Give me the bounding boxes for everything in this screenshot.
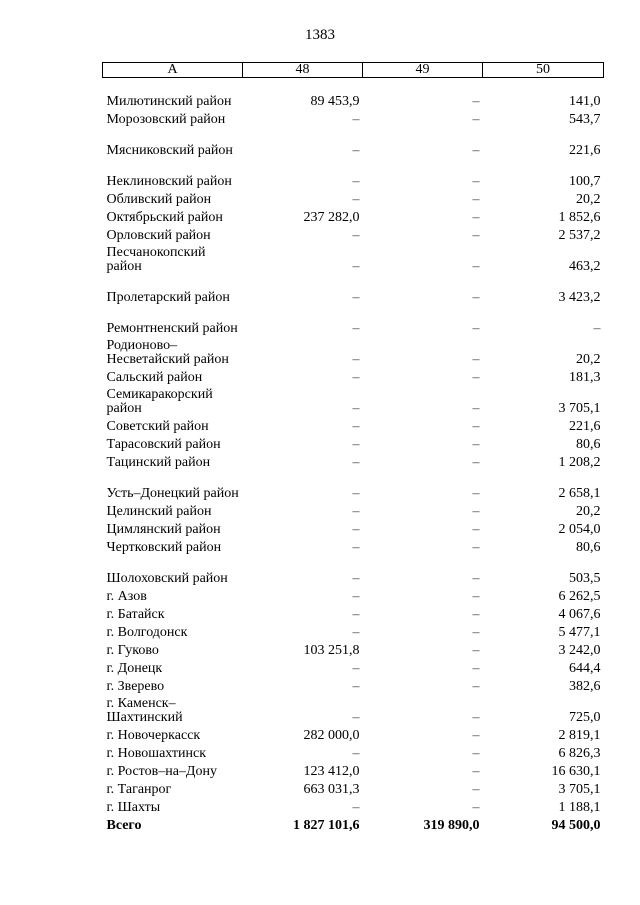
cell-48: 123 412,0 (303, 764, 360, 779)
cell-50: 6 826,3 (558, 746, 601, 761)
cell-48: – (352, 607, 360, 622)
cell-49: – (472, 800, 480, 815)
cell-50: 20,2 (576, 352, 601, 367)
cell-50: 20,2 (576, 192, 601, 207)
table-header (103, 63, 604, 78)
total-label: Всего (106, 818, 142, 833)
table-row (103, 78, 604, 110)
cell-49: – (472, 782, 480, 797)
cell-48: 89 453,9 (310, 94, 360, 109)
cell-48: – (352, 174, 360, 189)
cell-50: 16 630,1 (551, 764, 601, 779)
total-48: 1 827 101,6 (293, 818, 360, 833)
table-row (103, 779, 604, 797)
table-row (103, 694, 604, 725)
cell-48: – (352, 437, 360, 452)
table-row (103, 604, 604, 622)
cell-48: – (352, 571, 360, 586)
cell-49: – (472, 437, 480, 452)
row-name: г. Новошахтинск (106, 746, 207, 761)
cell-49: – (472, 419, 480, 434)
row-name: Тацинский район (106, 455, 211, 470)
cell-49: – (472, 370, 480, 385)
header-col-49: 49 (363, 63, 483, 78)
cell-48: – (352, 352, 360, 367)
table-row (103, 434, 604, 452)
table-row (103, 470, 604, 501)
cell-50: 503,5 (569, 571, 601, 586)
page-number: 1383 (305, 27, 335, 43)
cell-50: 543,7 (569, 112, 601, 127)
cell-48: – (352, 419, 360, 434)
cell-48: – (352, 710, 360, 725)
cell-50: 2 658,1 (558, 486, 601, 501)
table-row (103, 274, 604, 305)
cell-49: – (472, 504, 480, 519)
cell-48: – (352, 589, 360, 604)
cell-50: 221,6 (569, 143, 601, 158)
cell-50: 80,6 (576, 437, 601, 452)
cell-50: 2 054,0 (558, 522, 601, 537)
table-row (103, 243, 604, 274)
row-name: Цимлянский район (106, 522, 221, 537)
cell-49: – (472, 94, 480, 109)
row-name: г. Шахты (106, 800, 161, 815)
cell-50: 463,2 (569, 259, 601, 274)
row-name: г. Каменск–Шахтинский (106, 696, 183, 725)
header-col-a: А (103, 63, 243, 78)
table-row (103, 658, 604, 676)
table-row (103, 501, 604, 519)
cell-50: 80,6 (576, 540, 601, 555)
table-row (103, 519, 604, 537)
cell-50: 1 188,1 (558, 800, 601, 815)
row-name: Советский район (106, 419, 209, 434)
cell-48: – (352, 290, 360, 305)
cell-49: – (472, 661, 480, 676)
row-name: г. Донецк (106, 661, 163, 676)
table-row (103, 761, 604, 779)
table-row (103, 385, 604, 416)
row-name: Орловский район (106, 228, 211, 243)
cell-50: 181,3 (569, 370, 601, 385)
cell-49: – (472, 522, 480, 537)
row-name: Тарасовский район (106, 437, 221, 452)
table-row (103, 622, 604, 640)
cell-50: 382,6 (569, 679, 601, 694)
cell-49: – (472, 571, 480, 586)
cell-49: – (472, 764, 480, 779)
table-row (103, 207, 604, 225)
row-name: г. Зверево (106, 679, 165, 694)
cell-48: – (352, 401, 360, 416)
cell-50: – (593, 321, 601, 336)
cell-49: – (472, 210, 480, 225)
cell-49: – (472, 321, 480, 336)
table-row (103, 367, 604, 385)
table-row (103, 305, 604, 336)
row-name: Пролетарский район (106, 290, 230, 305)
cell-50: 6 262,5 (558, 589, 601, 604)
cell-50: 3 423,2 (558, 290, 601, 305)
row-name: г. Азов (106, 589, 147, 604)
cell-50: 1 852,6 (558, 210, 601, 225)
row-name: Шолоховский район (106, 571, 228, 586)
table-row (103, 797, 604, 815)
table-row (103, 109, 604, 127)
cell-49: – (472, 679, 480, 694)
table-body (103, 78, 604, 834)
row-name: Усть–Донецкий район (106, 486, 239, 501)
cell-49: – (472, 290, 480, 305)
cell-48: – (352, 192, 360, 207)
row-name: Целинский район (106, 504, 212, 519)
table-row (103, 640, 604, 658)
cell-50: 4 067,6 (558, 607, 601, 622)
row-name: г. Ростов–на–Дону (106, 764, 217, 779)
cell-48: – (352, 746, 360, 761)
total-row (103, 815, 604, 833)
cell-49: – (472, 174, 480, 189)
cell-48: – (352, 504, 360, 519)
row-name: Чертковский район (106, 540, 222, 555)
table-row (103, 586, 604, 604)
cell-48: – (352, 486, 360, 501)
table-row (103, 416, 604, 434)
cell-48: – (352, 321, 360, 336)
total-50: 94 500,0 (551, 818, 601, 833)
cell-48: – (352, 455, 360, 470)
cell-48: – (352, 522, 360, 537)
cell-48: – (352, 259, 360, 274)
cell-50: 221,6 (569, 419, 601, 434)
budget-table (102, 62, 604, 833)
table-row (103, 158, 604, 189)
cell-48: 282 000,0 (303, 728, 360, 743)
cell-49: – (472, 540, 480, 555)
row-name: Октябрьский район (106, 210, 223, 225)
cell-49: – (472, 352, 480, 367)
cell-50: 644,4 (569, 661, 601, 676)
cell-49: – (472, 401, 480, 416)
row-name: г. Волгодонск (106, 625, 188, 640)
cell-49: – (472, 192, 480, 207)
cell-49: – (472, 112, 480, 127)
cell-50: 3 705,1 (558, 401, 601, 416)
header-col-48: 48 (243, 63, 363, 78)
cell-48: – (352, 625, 360, 640)
cell-48: – (352, 370, 360, 385)
header-col-50: 50 (483, 63, 604, 78)
cell-49: – (472, 710, 480, 725)
cell-48: 663 031,3 (303, 782, 360, 797)
row-name: г. Таганрог (106, 782, 172, 797)
table-row (103, 676, 604, 694)
cell-49: – (472, 643, 480, 658)
table-row (103, 555, 604, 586)
cell-48: – (352, 228, 360, 243)
row-name: Морозовский район (106, 112, 226, 127)
row-name: Родионово–Несветайский район (106, 338, 229, 367)
table-row (103, 452, 604, 470)
cell-50: 2 819,1 (558, 728, 601, 743)
cell-48: – (352, 679, 360, 694)
row-name: Семикаракорский район (106, 387, 213, 416)
row-name: г. Новочеркасск (106, 728, 201, 743)
cell-49: – (472, 728, 480, 743)
row-name: г. Батайск (106, 607, 165, 622)
cell-48: – (352, 800, 360, 815)
table-row (103, 743, 604, 761)
cell-48: 237 282,0 (303, 210, 360, 225)
table-row (103, 336, 604, 367)
cell-49: – (472, 455, 480, 470)
cell-49: – (472, 589, 480, 604)
cell-50: 725,0 (569, 710, 601, 725)
cell-49: – (472, 486, 480, 501)
cell-50: 5 477,1 (558, 625, 601, 640)
cell-49: – (472, 259, 480, 274)
cell-48: 103 251,8 (303, 643, 360, 658)
cell-48: – (352, 661, 360, 676)
table-row (103, 725, 604, 743)
total-49: 319 890,0 (423, 818, 480, 833)
cell-49: – (472, 625, 480, 640)
row-name: Милютинский район (106, 94, 232, 109)
row-name: Мясниковский район (106, 143, 233, 158)
cell-50: 2 537,2 (558, 228, 601, 243)
table-row (103, 189, 604, 207)
row-name: Ремонтненский район (106, 321, 238, 336)
cell-49: – (472, 607, 480, 622)
cell-50: 100,7 (569, 174, 601, 189)
row-name: Неклиновский район (106, 174, 232, 189)
cell-48: – (352, 143, 360, 158)
cell-50: 20,2 (576, 504, 601, 519)
table-row (103, 127, 604, 158)
cell-48: – (352, 540, 360, 555)
cell-49: – (472, 746, 480, 761)
cell-50: 1 208,2 (558, 455, 601, 470)
table-row (103, 225, 604, 243)
cell-48: – (352, 112, 360, 127)
cell-49: – (472, 228, 480, 243)
table-row (103, 537, 604, 555)
row-name: г. Гуково (106, 643, 159, 658)
row-name: Сальский район (106, 370, 203, 385)
cell-50: 3 705,1 (558, 782, 601, 797)
row-name: Обливский район (106, 192, 212, 207)
row-name: Песчанокопский район (106, 245, 206, 274)
cell-50: 3 242,0 (558, 643, 601, 658)
cell-49: – (472, 143, 480, 158)
cell-50: 141,0 (569, 94, 601, 109)
